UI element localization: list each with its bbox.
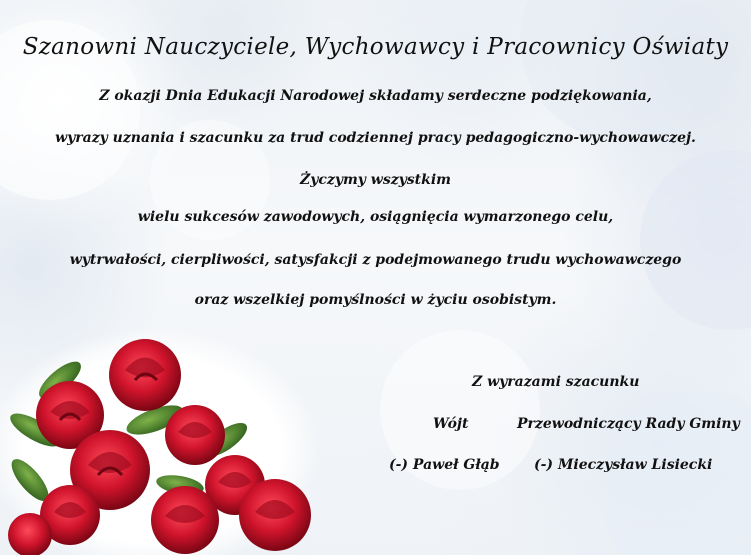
page-title: Szanowni Nauczyciele, Wychowawcy i Pracownicy Oświaty [22, 34, 729, 60]
greeting-line-5: oraz wszelkiej pomyślności w życiu osobistym. [194, 292, 557, 308]
closing-text: Z wyrazami szacunku [472, 374, 640, 390]
wishes-heading: Życzymy wszystkim [300, 172, 451, 188]
signatory-role-2: Przewodniczący Rady Gminy [517, 416, 740, 432]
signatory-name-1: (-) Paweł Głąb [389, 457, 500, 473]
red-roses-bouquet-icon [0, 320, 330, 555]
signatory-role-1: Wójt [433, 416, 469, 432]
greeting-line-2: wyrazy uznania i szacunku za trud codziennej pracy pedagogiczno-wychowawczej. [55, 130, 696, 146]
greeting-line-4: wytrwałości, cierpliwości, satysfakcji z podejmowanego trudu wychowawczego [69, 252, 682, 268]
greeting-line-3: wielu sukcesów zawodowych, osiągnięcia wymarzonego celu, [137, 209, 614, 225]
signatory-name-2: (-) Mieczysław Lisiecki [534, 457, 713, 473]
greeting-line-1: Z okazji Dnia Edukacji Narodowej składamy serdeczne podziękowania, [99, 88, 652, 104]
background-bubble [520, 0, 720, 140]
